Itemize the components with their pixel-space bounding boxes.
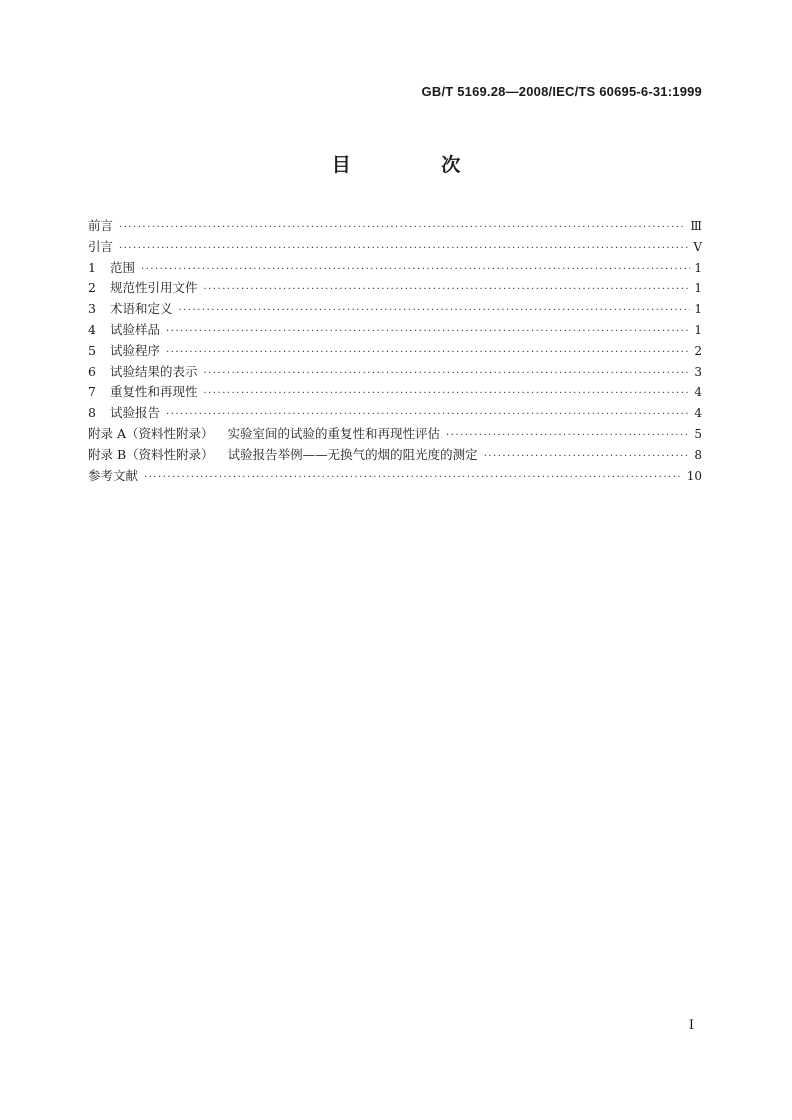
toc-entry-label-title: 试验报告举例——无换气的烟的阻光度的测定 [227, 446, 478, 462]
table-of-contents [88, 216, 702, 486]
toc-dot-leader [166, 343, 690, 364]
toc-entry-number: 6 [88, 363, 96, 379]
toc-entry-page: 8 [694, 447, 702, 462]
toc-dot-leader [119, 218, 686, 239]
toc-dot-leader [204, 384, 691, 405]
toc-entry-label [110, 382, 198, 403]
toc-dot-leader [141, 260, 690, 281]
toc-entry[interactable] [88, 424, 702, 445]
toc-entry-label-main: 前言 [88, 218, 114, 233]
toc-dot-leader [204, 280, 691, 301]
toc-title: 目 次 [331, 154, 503, 176]
toc-dot-leader [204, 364, 691, 385]
toc-entry-page: Ⅲ [690, 219, 702, 233]
toc-entry-number: 4 [88, 321, 96, 337]
toc-entry-label [110, 362, 198, 383]
toc-entry[interactable] [88, 237, 702, 258]
toc-entry-label-main: 试验样品 [110, 321, 161, 337]
toc-entry-label-main: 附录 B（资料性附录） [88, 446, 214, 462]
toc-dot-leader [446, 426, 690, 447]
toc-entry-page: 4 [694, 385, 702, 400]
toc-entry-label [88, 445, 478, 466]
toc-entry-label [110, 299, 173, 320]
toc-entry-label [88, 237, 113, 258]
toc-entry-label-main: 试验结果的表示 [110, 363, 198, 379]
toc-entry-page: Ⅴ [693, 239, 702, 254]
toc-entry-label-main: 规范性引用文件 [110, 280, 198, 296]
toc-entry-label [110, 320, 160, 341]
toc-dot-leader [119, 239, 689, 260]
toc-entry[interactable] [88, 278, 702, 299]
toc-entry-label [88, 466, 138, 487]
toc-entry-number: 8 [88, 405, 96, 421]
toc-entry-number: 5 [88, 342, 96, 358]
toc-entry-page: 3 [694, 364, 702, 379]
toc-dot-leader [144, 468, 683, 489]
toc-entry[interactable] [88, 216, 702, 237]
toc-entry-label [110, 258, 135, 279]
toc-entry-page: 5 [694, 426, 702, 441]
toc-entry-label [88, 216, 113, 237]
standard-code: GB/T 5169.28—2008/IEC/TS 60695-6-31:1999 [421, 84, 702, 99]
toc-entry-page: 4 [694, 406, 702, 421]
toc-entry-number: 2 [88, 280, 96, 296]
toc-entry[interactable] [88, 403, 702, 424]
toc-entry-number: 1 [88, 259, 96, 275]
toc-dot-leader [179, 301, 691, 322]
toc-entry-number: 3 [88, 301, 96, 317]
toc-entry-label [88, 424, 440, 445]
toc-entry[interactable] [88, 445, 702, 466]
toc-entry-page: 1 [694, 302, 702, 317]
toc-entry-label-main: 参考文献 [88, 467, 139, 483]
toc-entry-label-main: 术语和定义 [110, 301, 173, 317]
toc-dot-leader [166, 405, 690, 426]
toc-entry-number: 7 [88, 384, 96, 400]
toc-entry[interactable] [88, 320, 702, 341]
toc-entry-page: 1 [694, 260, 702, 275]
toc-entry-page: 10 [686, 468, 702, 483]
toc-entry-label-title: 实验室间的试验的重复性和再现性评估 [227, 425, 441, 441]
toc-entry-label [110, 341, 160, 362]
page-number: I [688, 1018, 694, 1033]
toc-entry[interactable] [88, 362, 702, 383]
toc-entry[interactable] [88, 466, 702, 487]
toc-entry[interactable] [88, 382, 702, 403]
toc-entry[interactable] [88, 341, 702, 362]
toc-entry-label [110, 403, 160, 424]
toc-entry-label-main: 试验程序 [110, 342, 161, 358]
toc-dot-leader [166, 322, 690, 343]
toc-dot-leader [484, 447, 691, 468]
toc-entry-page: 1 [694, 322, 702, 337]
toc-entry-page: 2 [694, 343, 702, 358]
toc-entry-label-main: 附录 A（资料性附录） [88, 425, 214, 441]
toc-entry-label-main: 试验报告 [110, 405, 161, 421]
toc-entry-label-main: 范围 [110, 259, 136, 275]
toc-entry-label-main: 重复性和再现性 [110, 384, 198, 400]
toc-entry-page: 1 [694, 281, 702, 296]
toc-entry[interactable] [88, 299, 702, 320]
toc-entry[interactable] [88, 258, 702, 279]
toc-entry-label [110, 278, 198, 299]
toc-entry-label-main: 引言 [88, 238, 114, 254]
